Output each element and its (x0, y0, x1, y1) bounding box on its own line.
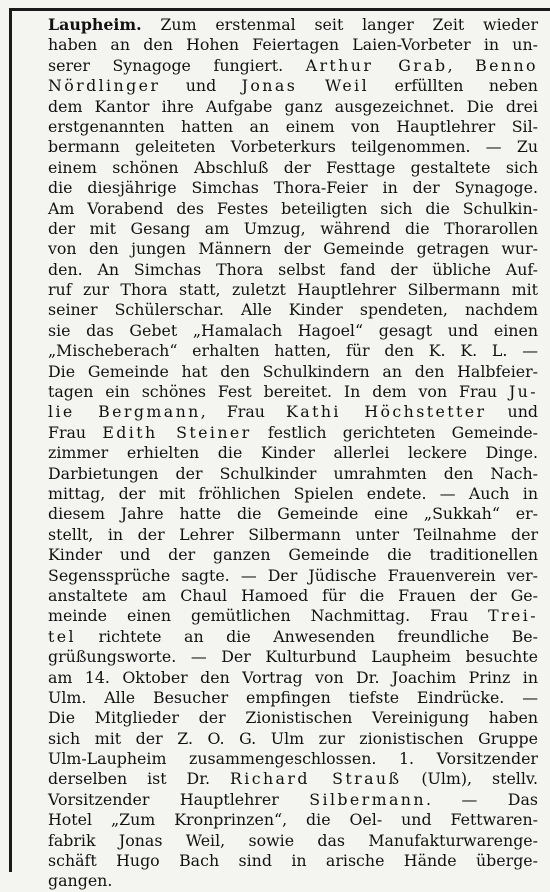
text-line: Laupheim. Zum erstenmal seit langer Zeit wieder (48, 15, 538, 34)
text-line: derselben ist Dr. Richard Strauß (Ulm), stellv. (48, 769, 538, 789)
text-line: Vorsitzender Hauptlehrer Silbermann. — Das (48, 789, 538, 809)
spaced-name: Edith Steiner (102, 422, 252, 442)
text-line: serer Synagoge fungiert. Arthur Grab, Benno (48, 55, 538, 75)
spaced-name: Nördlinger (48, 76, 161, 96)
text-line: zimmer erhielten die Kinder allerlei leckere Dinge. (48, 443, 538, 463)
column-rule (9, 8, 12, 872)
text-line: ruf zur Thora statt, zuletzt Hauptlehrer Silbermann mit (48, 280, 538, 300)
text-line: Nördlinger und Jonas Weil erfüllten neben (48, 76, 538, 96)
text-line: Ulm. Alle Besucher empfingen tiefste Eindrücke. — (48, 687, 538, 707)
text-line: lie Bergmann, Frau Kathi Höchstetter und (48, 402, 539, 422)
text-line: diesem Jahre hatte die Gemeinde eine „Sukkah“ er- (48, 504, 538, 524)
spaced-name: Benno (475, 55, 538, 75)
text-line: stellt, in der Lehrer Silbermann unter Teilnahme der (48, 524, 538, 544)
text-line: am 14. Oktober den Vortrag von Dr. Joachim Prinz in (48, 667, 538, 687)
text-line: meinde einen gemütlichen Nachmittag. Frau Trei- (48, 606, 538, 626)
text-line: mittag, der mit fröhlichen Spielen endete. — Auch in (48, 483, 538, 503)
text-line: anstaltete am Chaul Hamoed für die Frauen der Ge- (48, 585, 538, 605)
text-line: sie das Gebet „Hamalach Hagoel“ gesagt und einen (48, 320, 538, 340)
text-line: den. An Simchas Thora selbst fand der übliche Auf- (48, 259, 538, 279)
text-line: Hotel „Zum Kronprinzen“, die Oel- und Fettwaren- (48, 810, 538, 830)
spaced-name: Silbermann (309, 789, 426, 809)
text-line: Am Vorabend des Festes beteiligten sich die Schulkin- (48, 198, 538, 218)
text-line: Ulm-Laupheim zusammengeschlossen. 1. Vorsitzender (48, 749, 538, 769)
spaced-name: Kathi Höchstetter (286, 402, 487, 422)
text-line: sich mit der Z. O. G. Ulm zur zionistischen Gruppe (48, 728, 538, 748)
text-line: Darbietungen der Schulkinder umrahmten den Nach- (48, 463, 538, 483)
spaced-name: lie Bergmann (48, 402, 201, 422)
text-line: „Mischeberach“ erhalten hatten, für den K. K. L. — (48, 341, 538, 361)
text-line: Frau Edith Steiner festlich gerichteten Gemeinde- (48, 422, 538, 442)
text-line: seiner Schülerschar. Alle Kinder spendeten, nachdem (48, 300, 538, 320)
spaced-name: Richard Strauß (229, 769, 402, 789)
top-rule (9, 8, 550, 11)
spaced-name: Ju- (508, 382, 538, 402)
text-line: bermann geleiteten Vorbeterkurs teilgenommen. — Zu (48, 137, 538, 157)
text-line: fabrik Jonas Weil, sowie das Manufakturwarenge- (48, 830, 538, 850)
text-line: schäft Hugo Bach sind in arische Hände übergе- (48, 851, 538, 871)
text-line: Segenssprüche sagte. — Der Jüdische Frauenverein ver- (48, 565, 538, 585)
spaced-name: Trei- (488, 606, 538, 626)
text-line: haben an den Hohen Feiertagen Laien-Vorbeter in un- (48, 35, 538, 55)
text-line: Kinder und der ganzen Gemeinde die traditionellen (48, 545, 538, 565)
text-line: Die Gemeinde hat den Schulkindern an den Halbfeier- (48, 361, 538, 381)
text-line: tel richtete an die Anwesenden freundliche Be- (48, 626, 538, 646)
text-line: einem schönen Abschluß der Festtage gestaltete sich (48, 157, 538, 177)
text-line: tagen ein schönes Fest bereitet. In dem von Frau Ju- (48, 382, 538, 402)
text-line: von den jungen Männern der Gemeinde getragen wur- (48, 239, 538, 259)
spaced-name: Arthur Grab (305, 55, 448, 75)
spaced-name: Jonas Weil (241, 76, 370, 96)
text-line: erstgenannten hatten an einem von Hauptlehrer Sil- (48, 116, 538, 136)
text-line: der mit Gesang am Umzug, während die Thorarollen (48, 218, 538, 238)
spaced-name: tel (48, 626, 76, 646)
text-line: grüßungsworte. — Der Kulturbund Laupheim besuchte (48, 647, 538, 667)
text-line: dem Kantor ihre Aufgabe ganz ausgezeichnet. Die drei (48, 96, 538, 116)
text-line: Die Mitglieder der Zionistischen Vereinigung haben (48, 708, 538, 728)
text-line: die diesjährige Simchas Thora-Feier in der Synagoge. (48, 178, 538, 198)
text-line: gangen. (48, 871, 113, 891)
dateline: Laupheim. (48, 15, 142, 34)
article-column (48, 15, 538, 892)
